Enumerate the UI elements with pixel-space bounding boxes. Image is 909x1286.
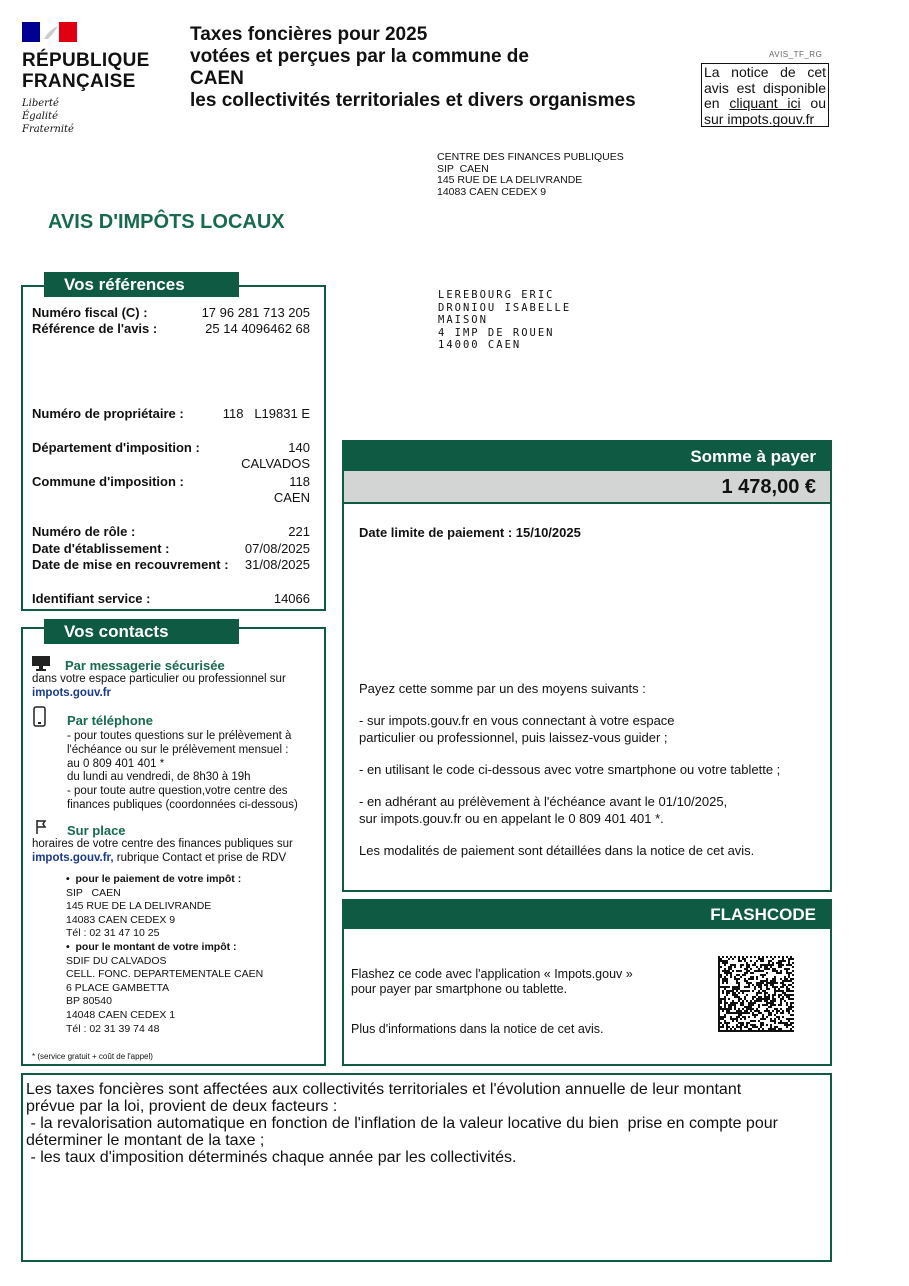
info-line: prévue par la loi, provient de deux facteurs : <box>26 1098 338 1115</box>
paiement-title: pour le paiement de votre impôt : <box>75 873 242 885</box>
computer-icon <box>31 655 51 671</box>
commune-name: CAEN <box>273 490 310 505</box>
surplace-link[interactable]: impots.gouv.fr, <box>32 851 114 864</box>
telephone-line: - pour toute autre question,votre centre des <box>67 785 288 798</box>
surplace-text <box>32 838 322 865</box>
telephone-line: l'échéance ou sur le prélèvement mensuel : <box>67 743 289 756</box>
telephone-title: Par téléphone <box>67 713 153 728</box>
payment-spacer <box>359 746 829 761</box>
notice-text: ou sur impots.gouv.fr <box>704 95 826 127</box>
commune-code: 118 <box>289 474 310 489</box>
telephone-line: au 0 809 401 401 * <box>67 757 165 770</box>
payment-line: - en utilisant le code ci-dessous avec votre smartphone ou votre tablette ; <box>359 762 781 777</box>
devise-liberte: Liberté <box>22 98 59 109</box>
info-line: déterminer le montant de la taxe ; <box>26 1132 265 1149</box>
numero-fiscal-label: Numéro fiscal (C) : <box>32 305 148 320</box>
devise <box>22 97 74 136</box>
departement-name: CALVADOS <box>241 456 310 471</box>
republique-francaise-label <box>22 50 150 92</box>
role-label: Numéro de rôle : <box>32 524 136 539</box>
reference-avis-label: Référence de l'avis : <box>32 321 158 336</box>
etablissement-value: 07/08/2025 <box>244 541 310 556</box>
info-line: Les taxes foncières sont affectées aux collectivités territoriales et l'évolution annuelle de leur montant <box>26 1081 742 1098</box>
telephone-line: - pour toutes questions sur le prélèvement à <box>67 730 292 742</box>
surplace-desc: horaires de votre centre des finances publiques sur <box>32 838 293 850</box>
devise-fraternite: Fraternité <box>22 124 74 135</box>
devise-egalite: Égalité <box>22 111 58 122</box>
surplace-title: Sur place <box>67 823 126 838</box>
payment-spacer <box>359 778 829 793</box>
recipient-line: 14000 CAEN <box>438 339 522 351</box>
payment-line: particulier ou professionnel, puis laissez-vous guider ; <box>359 730 668 745</box>
address-line: SIP CAEN <box>437 162 489 175</box>
heading-line: les collectivités territoriales et divers organismes <box>190 90 636 111</box>
recipient-address <box>438 289 571 352</box>
payment-line: Les modalités de paiement sont détaillées dans la notice de cet avis. <box>359 843 755 858</box>
montant-line: 14048 CAEN CEDEX 1 <box>66 1008 176 1021</box>
montant-line: SDIF DU CALVADOS <box>66 954 167 967</box>
document-heading <box>190 24 636 112</box>
recipient-line: DRONIOU ISABELLE <box>438 301 572 314</box>
footnote: * (service gratuit + coût de l'appel) <box>32 1052 153 1061</box>
proprietaire-label: Numéro de propriétaire : <box>32 406 184 421</box>
page-title: AVIS D'IMPÔTS LOCAUX <box>48 211 285 233</box>
messagerie-desc: dans votre espace particulier ou professionnel sur <box>32 673 286 685</box>
paiement-block: • pour le paiement de votre impôt : SIP CAEN 145 RUE DE LA DELIVRANDE 14083 CAEN CEDEX 9 Tél : 02 31 47 10 25 • pour le montant de votre impôt : SDIF DU CALVADOS CELL. FONC. DEPARTEMENTALE CAEN 6 PLACE GAMBETTA BP 80540 14048 CAEN CEDEX 1 Tél : 02 31 39 74 48 <box>66 873 321 1036</box>
numero-fiscal-value: 17 96 281 713 205 <box>201 305 310 320</box>
paiement-line: 145 RUE DE LA DELIVRANDE <box>66 900 212 913</box>
address-line: 145 RUE DE LA DELIVRANDE <box>437 174 583 186</box>
notice-link[interactable]: cliquant ici <box>729 95 801 111</box>
payment-spacer <box>359 827 829 842</box>
amount-title: Somme à payer <box>344 442 830 471</box>
recipient-line: 4 IMP DE ROUEN <box>438 326 555 339</box>
departement-label: Département d'imposition : <box>32 440 200 455</box>
service-label: Identifiant service : <box>32 591 151 606</box>
address-line: CENTRE DES FINANCES PUBLIQUES <box>437 151 624 163</box>
paiement-line: Tél : 02 31 47 10 25 <box>66 927 160 940</box>
montant-line: BP 80540 <box>66 995 112 1008</box>
flashcode-more: Plus d'informations dans la notice de cet avis. <box>351 1022 604 1036</box>
payment-deadline: Date limite de paiement : 15/10/2025 <box>359 525 581 540</box>
recipient-line: MAISON <box>438 314 488 326</box>
french-flag-icon <box>22 22 77 42</box>
avis-code: AVIS_TF_RG <box>769 50 823 59</box>
payment-spacer <box>359 697 829 712</box>
heading-line: votées et perçues par la commune de <box>190 46 529 67</box>
payment-line: Payez cette somme par un des moyens suivants : <box>359 681 646 696</box>
role-value: 221 <box>288 524 310 539</box>
payment-line: - sur impots.gouv.fr en vous connectant à votre espace <box>359 713 675 728</box>
notice-text: La notice de cet avis est disponible en <box>704 64 826 111</box>
references-title: Vos références <box>44 272 239 297</box>
messagerie-title: Par messagerie sécurisée <box>65 658 225 673</box>
payment-methods <box>359 680 829 859</box>
service-value: 14066 <box>273 591 310 606</box>
commune-label: Commune d'imposition : <box>32 474 184 489</box>
reference-avis-value: 25 14 4096462 68 <box>205 321 310 336</box>
departement-code: 140 <box>288 440 310 455</box>
payment-line: sur impots.gouv.fr ou en appelant le 0 809 401 401 *. <box>359 811 664 826</box>
francaise-line: FRANÇAISE <box>22 71 136 92</box>
surplace-desc: rubrique Contact et prise de RDV <box>113 851 287 864</box>
heading-line: CAEN <box>190 68 244 89</box>
notice-box <box>701 63 829 127</box>
republique-line: RÉPUBLIQUE <box>22 50 150 71</box>
montant-line: Tél : 02 31 39 74 48 <box>66 1022 160 1035</box>
montant-line: CELL. FONC. DEPARTEMENTALE CAEN <box>66 968 264 981</box>
contacts-title: Vos contacts <box>44 619 239 644</box>
messagerie-link[interactable]: impots.gouv.fr <box>32 686 112 699</box>
info-line: - les taux d'imposition déterminés chaque année par les collectivités. <box>26 1149 517 1166</box>
payment-line: - en adhérant au prélèvement à l'échéance avant le 01/10/2025, <box>359 794 728 809</box>
flashcode-title: FLASHCODE <box>344 901 830 929</box>
recouvrement-label: Date de mise en recouvrement : <box>32 557 229 572</box>
telephone-line: du lundi au vendredi, de 8h30 à 19h <box>67 771 251 784</box>
paiement-line: SIP CAEN <box>66 886 121 899</box>
info-text <box>26 1081 826 1166</box>
flashcode-text <box>351 967 633 996</box>
telephone-text <box>67 730 322 813</box>
amount-value: 1 478,00 € <box>344 471 830 504</box>
montant-title: pour le montant de votre impôt : <box>75 940 237 953</box>
heading-line: Taxes foncières pour 2025 <box>190 24 428 45</box>
paiement-line: 14083 CAEN CEDEX 9 <box>66 913 176 926</box>
telephone-line: finances publiques (coordonnées ci-dessous) <box>67 798 298 811</box>
phone-icon <box>33 706 46 727</box>
flashcode-line: pour payer par smartphone ou tablette. <box>351 981 568 996</box>
etablissement-label: Date d'établissement : <box>32 541 170 556</box>
datamatrix-code[interactable] <box>718 956 794 1032</box>
recipient-line: LEREBOURG ERIC <box>438 289 555 301</box>
location-icon <box>33 819 49 835</box>
proprietaire-value: 118 L19831 E <box>222 406 310 421</box>
info-line: - la revalorisation automatique en fonction de l'inflation de la valeur locative du bien prise en compte pour <box>26 1115 778 1132</box>
flashcode-line: Flashez ce code avec l'application « Impots.gouv » <box>351 967 633 981</box>
messagerie-text <box>32 673 320 700</box>
tax-office-address <box>437 152 624 198</box>
montant-line: 6 PLACE GAMBETTA <box>66 981 170 994</box>
address-line: 14083 CAEN CEDEX 9 <box>437 185 547 198</box>
recouvrement-value: 31/08/2025 <box>244 557 310 572</box>
